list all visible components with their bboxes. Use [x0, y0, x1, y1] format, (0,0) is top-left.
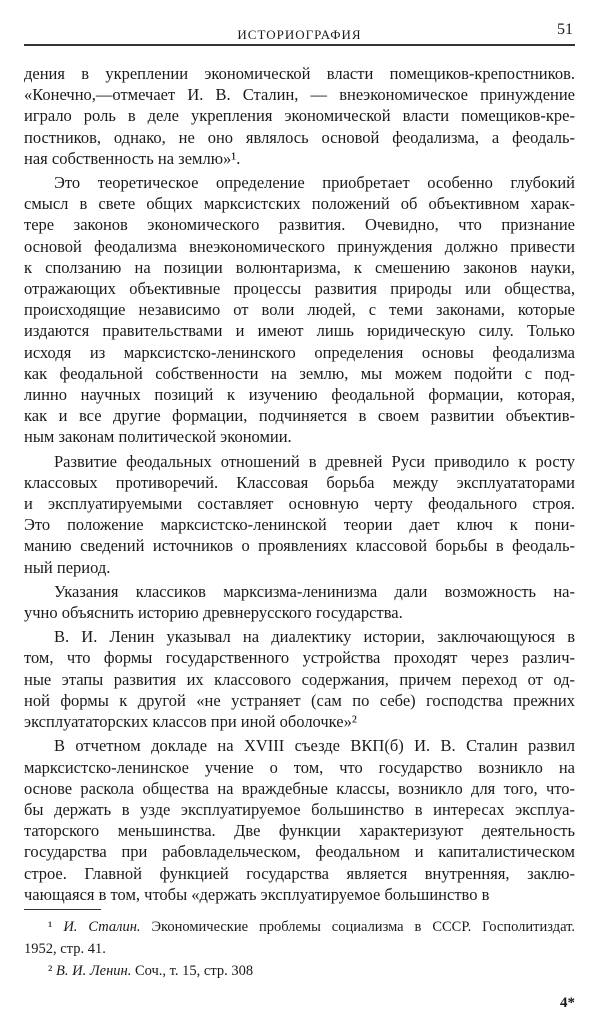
- text-line: строе. Главной функцией государства является внутренняя, заклю-: [24, 863, 575, 883]
- text-line: чающаяся в том, чтобы «держать эксплуатируемое большинство в: [24, 884, 490, 904]
- text-line: учно объяснить историю древнерусского государства.: [24, 603, 403, 623]
- text-line: как феодальной собственности на землю, мы можем подойти с под-: [24, 363, 575, 383]
- text-line: ным законам политической экономии.: [24, 427, 292, 447]
- body-text: [24, 63, 575, 905]
- footnote: [24, 960, 575, 982]
- text-line: государства при рабовладельческом, феодальном и капиталистическом: [24, 842, 575, 862]
- signature-row: [24, 994, 575, 1012]
- footnote: [24, 916, 575, 960]
- text-line: к сползанию на позиции волюнтаризма, к смешению законов науки,: [24, 257, 575, 277]
- text-line: Это теоретическое определение приобретает особенно глубокий: [54, 173, 575, 193]
- paragraph: [24, 451, 575, 578]
- text-line: исходя из марксистско-ленинского определения основы феодализма: [24, 342, 575, 362]
- paragraph: [24, 735, 575, 905]
- text-line: ные этапы развития их классового содержания, причем переход от од-: [24, 669, 575, 689]
- footnotes: [24, 916, 575, 982]
- text-line: классовых противоречий. Классовая борьба между эксплуататорами: [24, 472, 575, 492]
- text-line: происходящие независимо от воли людей, с теми законами, которые: [24, 300, 575, 320]
- text-line: Указания классиков марксизма-ленинизма дали возможность на-: [54, 581, 575, 601]
- footnote-divider: [24, 909, 101, 910]
- text-line: таторского меньшинства. Две функции характеризуют деятельность: [24, 821, 575, 841]
- footnote-line: [24, 916, 575, 938]
- text-line: Развитие феодальных отношений в древней Руси приводило к росту: [54, 451, 575, 471]
- text-line: ная собственность на землю»¹.: [24, 148, 241, 168]
- text-line: манию сведений источников о проявлениях классовой борьбы в феодаль-: [24, 536, 575, 556]
- text-line: как и все другие формации, подчиняется в своем развитии объектив-: [24, 406, 575, 426]
- text-line: играло роль в деле укрепления экономической власти помещиков-кре-: [24, 106, 575, 126]
- text-line: «Конечно,—отмечает И. В. Сталин, — внеэкономическое принуждение: [24, 85, 575, 105]
- text-line: основой феодализма внеэкономического принуждения должно привести: [24, 236, 575, 256]
- text-line: В отчетном докладе на XVIII съезде ВКП(б) И. В. Сталин развил: [54, 736, 575, 756]
- text-line: и эксплуатируемыми составляет основную черту феодального строя.: [24, 494, 575, 514]
- page-number: 51: [557, 21, 573, 38]
- footnote-author: И. Сталин.: [63, 918, 141, 935]
- text-line: издаются правительствами и имеют лишь юридическую силу. Только: [24, 321, 575, 341]
- footnote-text: 1952, стр. 41.: [24, 940, 106, 957]
- text-line: смысл в свете общих марксистских положений об объективном харак-: [24, 194, 575, 214]
- text-line: линно научных позиций к изучению феодальной формации, которая,: [24, 385, 575, 405]
- footnote-mark: ¹: [48, 918, 53, 935]
- text-line: отражающих объективные процессы развития природы или общества,: [24, 279, 575, 299]
- running-title: ИСТОРИОГРАФИЯ: [237, 27, 362, 42]
- text-line: бы держать в узде эксплуатируемое большинство в интересах эксплуа-: [24, 799, 575, 819]
- text-line: основе раскола общества на враждебные классы, возникло для того, что-: [24, 778, 575, 798]
- text-line: эксплуататорских классов при иной оболочке»²: [24, 712, 357, 732]
- text-line: Это положение марксистско-ленинской теории дает ключ к пони-: [24, 515, 575, 535]
- text-line: марксистско-ленинское учение о том, что государство возникло на: [24, 757, 575, 777]
- text-line: ной формы к другой «не устраняет (сам по себе) господства прежних: [24, 690, 575, 710]
- footnote-text: Экономические проблемы социализма в СССР. Госполитиздат.: [151, 918, 576, 935]
- footnote-mark: ²: [48, 962, 53, 979]
- text-line: тере законов экономического развития. Очевидно, что признание: [24, 215, 575, 235]
- footnote-line: [24, 960, 575, 982]
- page-header: [24, 18, 575, 46]
- paragraph: [24, 63, 575, 169]
- printer-signature-mark: 4*: [560, 994, 575, 1011]
- paragraph: [24, 172, 575, 448]
- text-line: дения в укреплении экономической власти помещиков-крепостников.: [24, 64, 575, 83]
- paragraph: [24, 581, 575, 623]
- footnote-text: Соч., т. 15, стр. 308: [134, 962, 254, 979]
- footnote-author: В. И. Ленин.: [55, 962, 132, 979]
- footnote-line: [24, 938, 575, 960]
- text-line: ный период.: [24, 557, 111, 577]
- text-line: В. И. Ленин указывал на диалектику истории, заключающуюся в: [54, 627, 575, 647]
- text-line: том, что формы государственного устройства проходят через различ-: [24, 648, 575, 668]
- text-line: постников, однако, не оно являлось основой феодализма, а феодаль-: [24, 127, 575, 147]
- paragraph: [24, 626, 575, 732]
